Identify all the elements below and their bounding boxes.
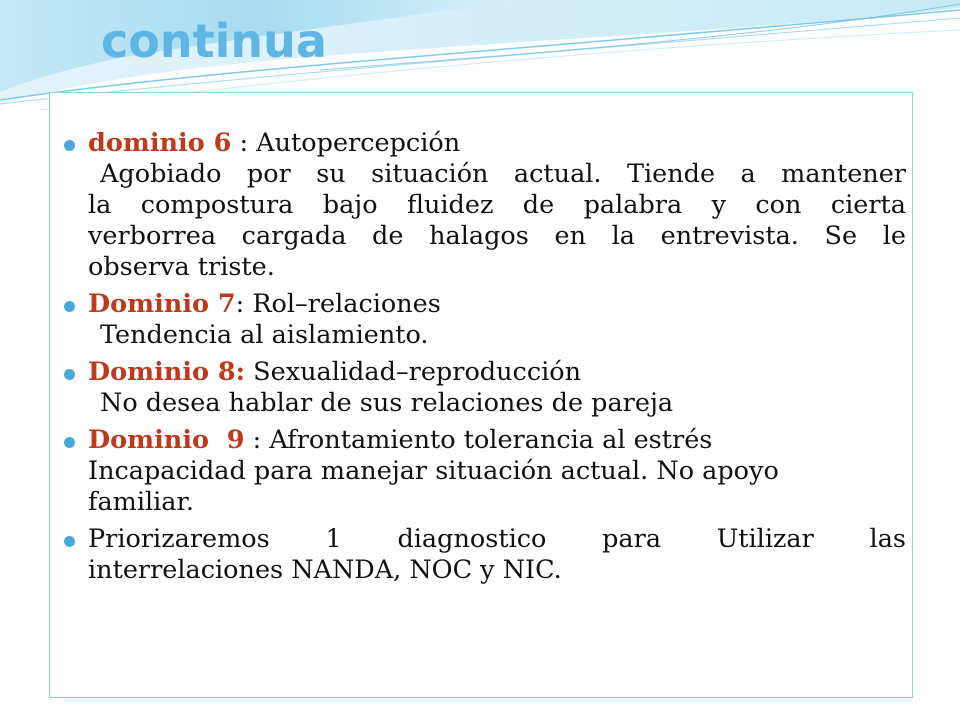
slide-title: continua (101, 14, 327, 68)
item-body-line: familiar. (88, 487, 194, 517)
item-heading (88, 357, 906, 388)
list-item-dominio-9 (62, 425, 906, 518)
bullet-icon (64, 301, 75, 312)
item-heading-text: Sexualidad–reproducción (245, 357, 582, 387)
item-label: Dominio 9 (88, 425, 245, 455)
item-heading-text: : Rol–relaciones (235, 289, 441, 319)
item-body-line: verborrea cargada de halagos en la entrevista. Se le (88, 221, 906, 251)
bullet-icon (64, 140, 75, 151)
list-item-dominio-8 (62, 357, 906, 419)
item-heading-text: : Afrontamiento tolerancia al estrés (244, 425, 713, 455)
list-item-dominio-7 (62, 289, 906, 351)
item-body-line: Agobiado por su situación actual. Tiende a mantener (100, 159, 906, 189)
item-label: Dominio 7 (88, 289, 236, 319)
bullet-icon (64, 536, 75, 547)
list-item-dominio-6 (62, 128, 906, 283)
item-heading-text: Priorizaremos 1 diagnostico para Utilizar las (88, 524, 906, 554)
item-label: dominio 6 (88, 128, 232, 158)
bullet-icon (64, 437, 75, 448)
item-body-line: la compostura bajo fluidez de palabra y con cierta (88, 190, 906, 220)
bullet-list (62, 128, 906, 586)
item-heading (88, 425, 906, 456)
list-item-priorizaremos (62, 524, 906, 586)
item-body-line: Tendencia al aislamiento. (100, 320, 429, 350)
bullet-icon (64, 369, 75, 380)
item-heading-text: : Autopercepción (231, 128, 461, 158)
item-body-line: observa triste. (88, 252, 275, 282)
item-heading (88, 289, 906, 320)
item-body-line: No desea hablar de sus relaciones de pareja (100, 388, 674, 418)
item-heading (88, 128, 906, 159)
item-body-line: interrelaciones NANDA, NOC y NIC. (88, 555, 562, 585)
item-body-line: Incapacidad para manejar situación actual. No apoyo (88, 456, 779, 486)
item-label: Dominio 8: (88, 357, 246, 387)
